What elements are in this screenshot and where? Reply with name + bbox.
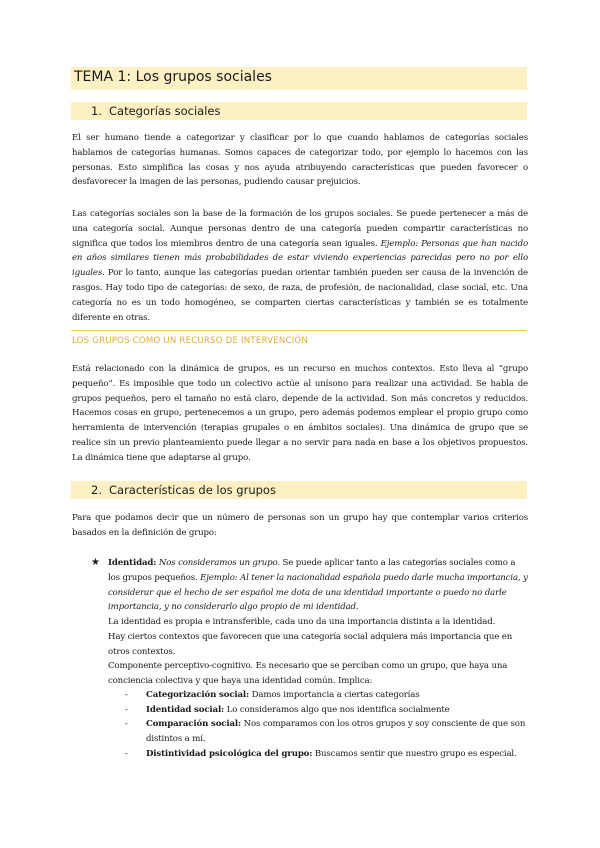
identidad-text: Se puede aplicar tanto a las categorías sociales como a los grupos pequeños.: [108, 558, 516, 583]
implica-label: Categorización social:: [146, 690, 250, 700]
implica-label: Distintividad psicológica del grupo:: [146, 749, 313, 759]
section-2-intro: Para que podamos decir que un número de personas son un grupo hay que contemplar varios criterios basados en la definición de grupo:: [72, 513, 528, 538]
subsection-heading: LOS GRUPOS COMO UN RECURSO DE INTERVENCIÓN: [72, 336, 309, 346]
title-banner: [71, 67, 527, 90]
identidad-line-2: La identidad es propia e intransferible, cada uno da una importancia distinta a la identidad.: [108, 617, 496, 627]
paragraph-2-text-b: Por lo tanto, aunque las categorías puedan orientar también pueden ser causa de la invención de rasgos. Hay todo tipo de categorías: de sexo, de raza, de profesión, de nacionalidad, clase social, etc. Una categoría no es un todo homogéneo, se comparten ciertas características y también se es totalmente diferente en otras.: [72, 268, 528, 323]
implica-text: Damos importancia a ciertas categorías: [249, 690, 420, 700]
section-1-paragraph-1: El ser humano tiende a categorizar y clasificar por lo que cuando hablamos de categorías sociales hablamos de categorías humanas. Somos capaces de categorizar todo, por ejemplo lo hacemos con las personas. Esto simplifica las cosas y nos ayuda atribuyendo características que pueden favorecer o desfavorecer la imagen de las personas, pudiendo causar prejuicios.: [72, 133, 528, 188]
implica-label: Comparación social:: [146, 719, 242, 729]
section-1-heading: Categorías sociales: [109, 104, 221, 118]
identidad-label: Identidad:: [108, 558, 157, 568]
implica-text: Buscamos sentir que nuestro grupo es especial.: [312, 749, 517, 759]
identidad-example: Ejemplo: Al tener la nacionalidad española puedo darle mucha importancia, y considerar que el hecho de ser español me dota de una identidad importante o puedo no darle importancia, y no considerarlo algo propio de mi identidad.: [108, 572, 528, 613]
section-2-number: 2.: [91, 483, 102, 497]
paragraph-2-example: Ejemplo: Personas que han nacido en años similares tienen más probabilidades de estar viviendo experiencias parecidas pero no por ello iguales.: [72, 238, 528, 279]
section-1-banner: [71, 102, 527, 120]
star-bullet-icon: ★: [91, 557, 100, 568]
identidad-line-3: Hay ciertos contextos que favorecen que una categoría social adquiera más importancia que en otros contextos.: [108, 632, 513, 657]
implica-text: Lo consideramos algo que nos identifica socialmente: [224, 705, 450, 715]
section-2-banner: [71, 481, 527, 499]
section-1-paragraph-2: [72, 207, 528, 325]
divider: [71, 330, 527, 331]
dash-bullet: -: [125, 690, 128, 700]
section-2-heading: Características de los grupos: [109, 483, 276, 497]
identidad-line-4: Componente perceptivo-cognitivo. Es necesario que se perciban como un grupo, que haya una conciencia colectiva y que haya una identidad común. Implica:: [108, 661, 508, 686]
dash-bullet: -: [125, 749, 128, 759]
page-title: TEMA 1: Los grupos sociales: [74, 69, 272, 85]
dash-bullet: -: [125, 705, 128, 715]
implica-label: Identidad social:: [146, 705, 225, 715]
paragraph-2-text-a: Las categorías sociales son la base de la formación de los grupos sociales. Se puede pertenecer a más de una categoría social. Aunque personas dentro de una categoría pueden compartir características no significa que todos los miembros dentro de una categoría sean iguales.: [72, 209, 528, 249]
subsection-paragraph: Está relacionado con la dinámica de grupos, es un recurso en muchos contextos. Esto lleva al “grupo pequeño”. Es imposible que todo un colectivo actúe al unísono para realizar una actividad. Se habla de grupos pequeños, pero el tamaño no está claro, depende de la actividad. Son más concretos y reducidos. Hacemos cosas en grupo, pertenecemos a un grupo, pero además podemos emplear el propio grupo como herramienta de intervención (terapias grupales o en ámbitos sociales). Una dinámica de grupo que se realice sin un previo planteamiento puede llegar a no servir para nada en base a los objetivos propuestos. La dinámica tiene que adaptarse al grupo.: [72, 364, 528, 463]
section-1-number: 1.: [91, 104, 102, 118]
dash-bullet: -: [125, 719, 128, 729]
identidad-italic: Nos consideramos un grupo.: [156, 558, 280, 568]
implica-text: Nos comparamos con los otros grupos y soy consciente de que son distintos a mí.: [146, 719, 526, 744]
identidad-item: [108, 556, 528, 615]
